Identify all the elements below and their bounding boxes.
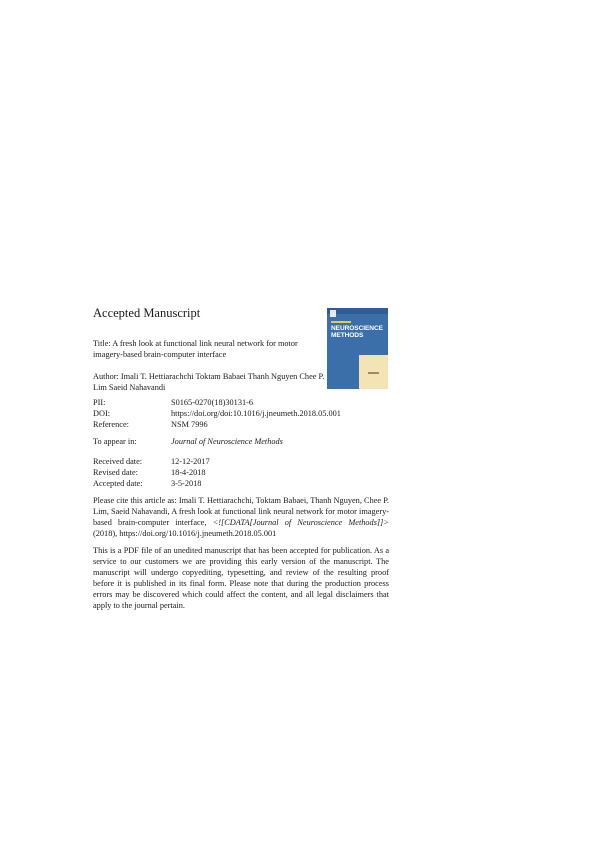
- reference-value: NSM 7996: [171, 420, 208, 429]
- revised-value: 18-4-2018: [171, 468, 206, 477]
- revised-label: Revised date:: [93, 468, 138, 477]
- date-list: [93, 456, 210, 489]
- citation-journal: <![CDATA[Journal of Neuroscience Methods]]>: [212, 518, 389, 527]
- reference-row: [93, 419, 341, 430]
- citation-tail: (2018), https://doi.org/10.1016/j.jneumeth.2018.05.001: [93, 529, 277, 538]
- cover-title-line2: METHODS: [331, 332, 364, 339]
- received-value: 12-12-2017: [171, 457, 210, 466]
- article-title: Title: A fresh look at functional link neural network for motor imagery-based brain-computer interface: [93, 339, 298, 359]
- journal-cover-image: [327, 308, 388, 389]
- appear-in: [93, 436, 283, 447]
- article-authors: Author: Imali T. Hettiarachchi Toktam Babaei Thanh Nguyen Chee P. Lim Saeid Nahavandi: [93, 372, 325, 392]
- accepted-value: 3-5-2018: [171, 479, 202, 488]
- cover-panel-mark: [368, 372, 379, 374]
- page-heading: Accepted Manuscript: [93, 306, 201, 320]
- cover-accent-bar: [331, 321, 351, 323]
- doi-label: DOI:: [93, 409, 111, 418]
- citation-lead: Please cite this article as: Imali T. Hettiarachchi, Toktam Babaei, Thanh Nguyen, Chee P. Lim, Saeid Nahavandi, A fresh look at functional link neural network for motor imagery-based brain-computer interface,: [93, 496, 389, 527]
- revised-row: [93, 467, 210, 478]
- cover-stripe: [327, 355, 359, 389]
- received-label: Received date:: [93, 457, 143, 466]
- publication-notice: This is a PDF file of an unedited manuscript that has been accepted for publication. As a service to our customers we are providing this early version of the manuscript. The manuscript will undergo copyediting, typesetting, and review of the resulting proof before it is published in its final form. Please note that during the production process errors may be discovered which could affect the content, and all legal disclaimers that apply to the journal pertain.: [93, 546, 389, 610]
- cover-title-line1: NEUROSCIENCE: [331, 325, 383, 332]
- cover-panel: [359, 355, 388, 389]
- pii-label: PII:: [93, 398, 106, 407]
- citation-paragraph: [93, 495, 389, 539]
- cover-top-band: [327, 308, 388, 314]
- doi-link[interactable]: https://doi.org/doi:10.1016/j.jneumeth.2018.05.001: [171, 409, 341, 418]
- received-row: [93, 456, 210, 467]
- journal-name: Journal of Neuroscience Methods: [171, 437, 283, 446]
- appear-label: To appear in:: [93, 437, 137, 446]
- pii-value: S0165-0270(18)30131-6: [171, 398, 254, 407]
- doi-row: [93, 408, 341, 419]
- pii-row: [93, 397, 341, 408]
- accepted-row: [93, 478, 210, 489]
- accepted-label: Accepted date:: [93, 479, 143, 488]
- cover-badge: [330, 310, 336, 317]
- appear-row: [93, 436, 283, 447]
- reference-label: Reference:: [93, 420, 129, 429]
- identifier-list: [93, 397, 341, 430]
